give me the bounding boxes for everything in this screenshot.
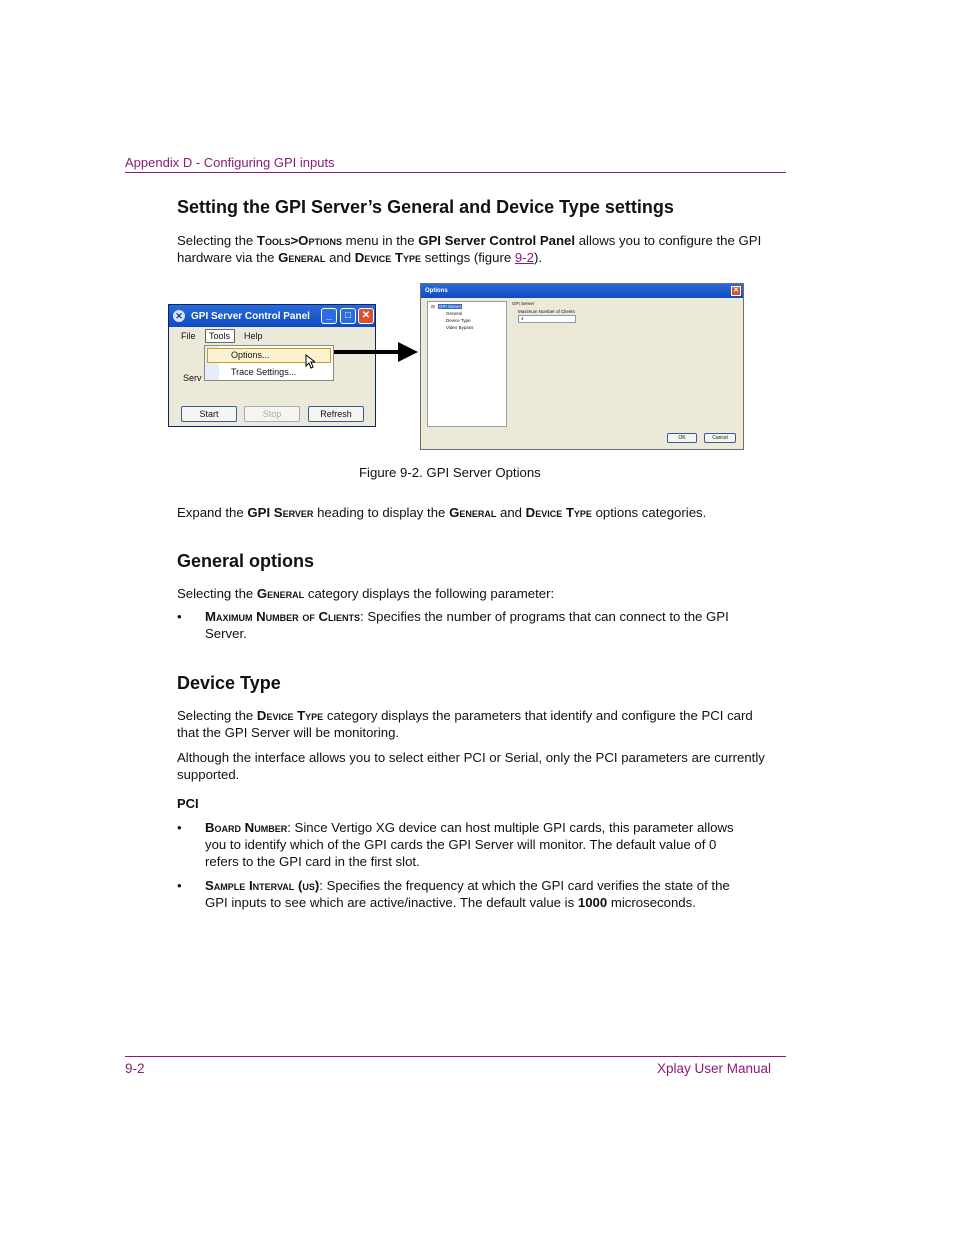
menu-item-trace-settings[interactable]: Trace Settings...	[231, 367, 297, 377]
list-item: • Board Number: Since Vertigo XG device can host multiple GPI cards, this parameter allows you to identify which of the GPI cards the GPI Server will monitor. The default value of 0 refers to the GPI card in the first slot.	[177, 820, 734, 869]
manual-title: Xplay User Manual	[657, 1061, 772, 1076]
max-clients-label: Maximum Number of Clients	[518, 309, 575, 314]
tree-item-video-bypass[interactable]: Video Bypass	[446, 325, 474, 330]
menu-item-options[interactable]: Options...	[231, 350, 270, 360]
app-icon: ✕	[173, 310, 185, 322]
menu-help[interactable]: Help	[244, 331, 263, 341]
tree-item-general[interactable]: General	[446, 311, 463, 316]
options-title: Options	[425, 288, 448, 294]
device-type-note: Although the interface allows you to select either PCI or Serial, only the PCI parameters are currently supported.	[177, 750, 765, 782]
tree-item-device-type[interactable]: Device Type	[446, 318, 471, 323]
page-number: 9-2	[125, 1061, 145, 1076]
control-panel-title: GPI Server Control Panel	[191, 311, 310, 322]
refresh-button[interactable]: Refresh	[308, 406, 364, 422]
bullet-icon: •	[177, 878, 182, 893]
device-type-intro: Selecting the Device Type category displays the parameters that identify and configure the PCI card that the GPI Server will be monitoring.	[177, 708, 753, 740]
bullet-icon: •	[177, 609, 182, 624]
ok-button[interactable]: OK	[667, 433, 697, 443]
pci-heading: PCI	[177, 796, 199, 811]
tree-item-gpi-server[interactable]: GPI Server	[439, 304, 462, 309]
bullet-icon: •	[177, 820, 182, 835]
minimize-icon[interactable]: _	[321, 308, 337, 324]
footer-rule	[125, 1056, 786, 1057]
figure-caption: Figure 9-2. GPI Server Options	[359, 465, 541, 480]
running-header: Appendix D - Configuring GPI inputs	[125, 155, 335, 170]
max-clients-input[interactable]: 4	[518, 315, 576, 323]
tools-dropdown	[204, 345, 334, 381]
options-titlebar	[421, 284, 743, 298]
cancel-button[interactable]: Cancel	[704, 433, 736, 443]
stop-button[interactable]: Stop	[244, 406, 300, 422]
intro-paragraph: Selecting the Tools>Options menu in the GPI Server Control Panel allows you to configure the GPI hardware via the General and Device Type settings (figure 9-2).	[177, 233, 762, 265]
section-title: Setting the GPI Server’s General and Device Type settings	[177, 197, 674, 217]
list-item: • Maximum Number of Clients: Specifies the number of programs that can connect to the GPI Server.	[177, 609, 729, 641]
group-label: GPI Server	[512, 301, 535, 306]
close-icon[interactable]: ✕	[731, 286, 741, 296]
start-button[interactable]: Start	[181, 406, 237, 422]
options-dialog	[420, 283, 744, 450]
control-panel-window	[168, 304, 376, 427]
tree-expander-icon[interactable]: ⊟	[431, 304, 435, 309]
menu-tools[interactable]: Tools	[209, 331, 231, 341]
menu-file[interactable]: File	[181, 331, 196, 341]
header-rule	[125, 172, 786, 173]
device-type-heading: Device Type	[177, 673, 281, 693]
close-icon[interactable]: ✕	[358, 308, 374, 324]
cursor-icon	[305, 354, 315, 369]
maximize-icon[interactable]: □	[340, 308, 356, 324]
arrow-right-icon	[334, 340, 420, 364]
options-tree	[427, 301, 507, 427]
server-label: Serv	[183, 373, 202, 383]
general-intro: Selecting the General category displays the following parameter:	[177, 586, 555, 601]
figure-link[interactable]: 9-2	[514, 250, 534, 265]
control-panel-titlebar	[169, 305, 375, 327]
expand-paragraph: Expand the GPI Server heading to display the General and Device Type options categories.	[177, 505, 707, 520]
general-options-heading: General options	[177, 551, 315, 571]
list-item: • Sample Interval (us): Specifies the frequency at which the GPI card verifies the state of the GPI inputs to see which are active/inactive. The default value is 1000 microseconds.	[177, 878, 730, 910]
